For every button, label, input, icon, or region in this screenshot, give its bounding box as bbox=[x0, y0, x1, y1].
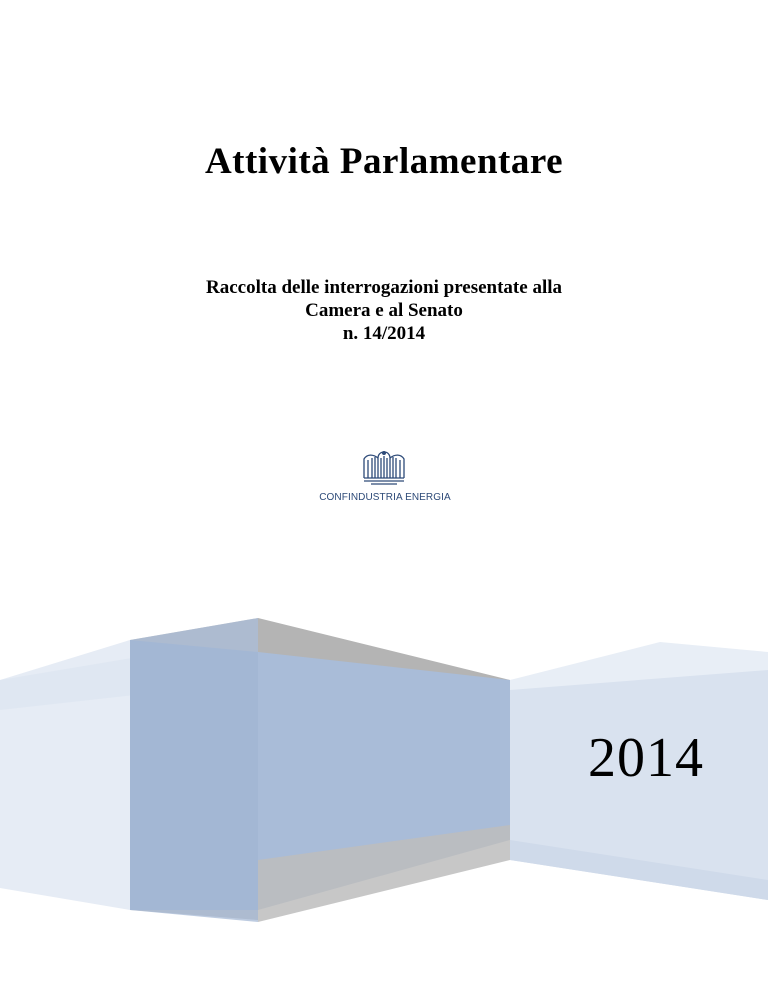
eagle-icon bbox=[361, 448, 407, 490]
cover-year: 2014 bbox=[588, 727, 704, 789]
subtitle-line-2: Camera e al Senato bbox=[305, 300, 463, 321]
confindustria-energia-logo bbox=[310, 448, 460, 510]
banner-blue-left bbox=[130, 618, 258, 922]
issue-number: n. 14/2014 bbox=[342, 323, 426, 344]
subtitle-line-1: Raccolta delle interrogazioni presentate alla bbox=[206, 277, 562, 298]
logo-text: CONFINDUSTRIA ENERGIA bbox=[319, 492, 451, 503]
document-title: Attività Parlamentare bbox=[204, 141, 564, 182]
document-subtitle bbox=[0, 276, 768, 345]
